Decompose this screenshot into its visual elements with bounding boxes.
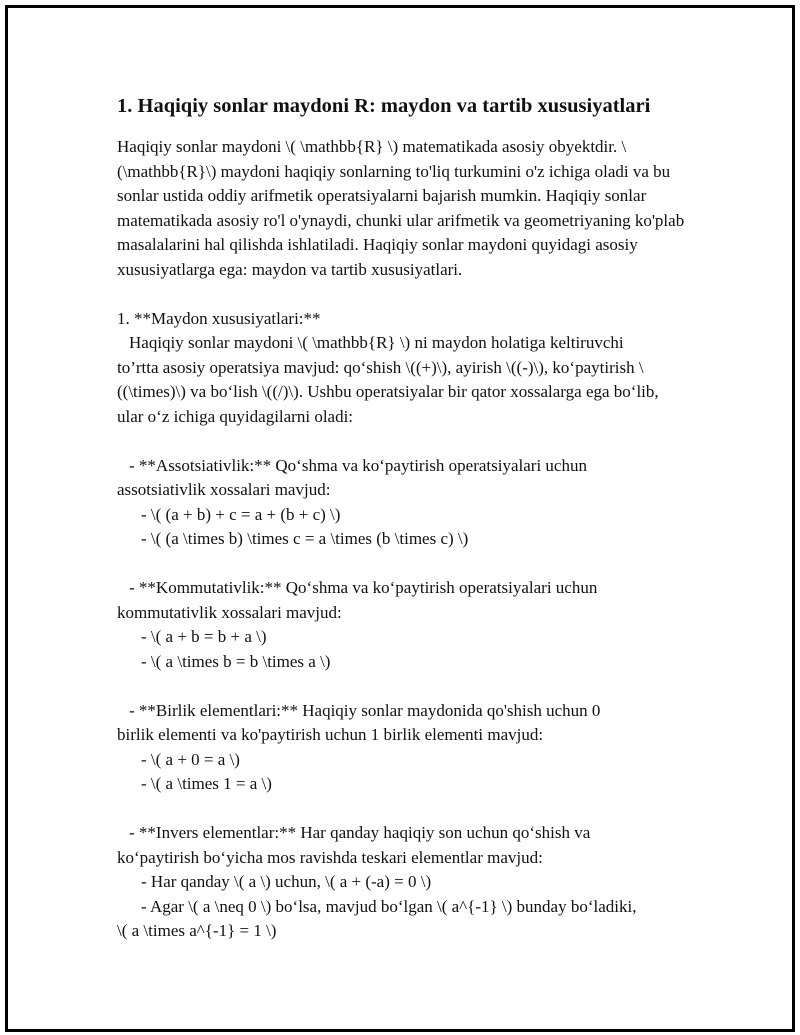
identity-formula-multiplication: - \( a \times 1 = a \) (141, 774, 272, 793)
section-heading: 1. Haqiqiy sonlar maydoni R: maydon va tartib xususiyatlari (117, 95, 651, 117)
inverse-elements-label: - **Invers elementlar:** Har qanday haqiqiy son uchun qo‘shish va (129, 823, 591, 842)
commutativity-continuation: kommutativlik xossalari mavjud: (117, 602, 342, 622)
paragraph-gap (117, 674, 687, 699)
associativity-formula-addition: - \( (a + b) + c = a + (b + c) \) (141, 504, 341, 524)
inverse-elements-continuation: ko‘paytirish bo‘yicha mos ravishda teskari elementlar mavjud: (117, 847, 543, 867)
paragraph-gap (117, 552, 687, 577)
field-properties-intro-first-line: Haqiqiy sonlar maydoni \( \mathbb{R} \) ni maydon holatiga keltiruvchi (129, 333, 624, 352)
paragraph-gap (117, 797, 687, 822)
inverse-formula-multiplication: - Agar \( a \neq 0 \) bo‘lsa, mavjud bo‘lgan \( a^{-1} \) bunday bo‘ladiki, (141, 896, 637, 916)
inverse-formula-addition: - Har qanday \( a \) uchun, \( a + (-a) = 0 \) (141, 872, 432, 891)
identity-elements-item (117, 699, 687, 797)
field-properties-title: 1. **Maydon xususiyatlari:** (117, 308, 321, 328)
document-body (117, 93, 687, 944)
intro-paragraph: Haqiqiy sonlar maydoni \( \mathbb{R} \) matematikada asosiy obyektdir. \(\mathbb{R}\) maydoni haqiqiy sonlarning to'liq turkumini o'z ichiga oladi va bu sonlar ustida oddiy arifmetik operatsiyalarni bajarish mumkin. Haqiqiy sonlar matematikada asosiy ro'l o'ynaydi, chunki ular arifmetik va geometriyaning ko'plab masalalarini hal qilishda ishlatiladi. Haqiqiy sonlar maydoni quyidagi asosiy xususiyatlarga ega: maydon va tartib xususiyatlari. (117, 137, 685, 279)
identity-formula-addition: - \( a + 0 = a \) (141, 749, 240, 769)
field-properties-section (117, 307, 687, 430)
associativity-formula-multiplication: - \( (a \times b) \times c = a \times (b \times c) \) (141, 529, 469, 548)
associativity-item (117, 454, 687, 552)
identity-elements-continuation: birlik elementi va ko'paytirish uchun 1 birlik elementi mavjud: (117, 725, 544, 744)
commutativity-item (117, 576, 687, 674)
associativity-continuation: assotsiativlik xossalari mavjud: (117, 480, 331, 499)
identity-elements-label: - **Birlik elementlari:** Haqiqiy sonlar maydonida qo'shish uchun 0 (129, 700, 601, 720)
associativity-label: - **Assotsiativlik:** Qo‘shma va ko‘paytirish operatsiyalari uchun (129, 455, 587, 475)
inverse-formula-multiplication-continued: \( a \times a^{-1} = 1 \) (117, 921, 277, 940)
commutativity-label: - **Kommutativlik:** Qo‘shma va ko‘paytirish operatsiyalari uchun (129, 578, 598, 597)
paragraph-gap (117, 282, 687, 307)
commutativity-formula-addition: - \( a + b = b + a \) (141, 627, 267, 646)
paragraph-gap (117, 429, 687, 454)
field-properties-intro-rest: to’rtta asosiy operatsiya mavjud: qo‘shish \((+)\), ayirish \((-)\), ko‘paytirish \((\times)\) va bo‘lish \((/)\). Ushbu operatsiyalar bir qator xossalarga ega bo‘lib, ular o‘z ichiga quyidagilarni oladi: (117, 357, 659, 426)
inverse-elements-item (117, 821, 687, 944)
commutativity-formula-multiplication: - \( a \times b = b \times a \) (141, 651, 331, 671)
